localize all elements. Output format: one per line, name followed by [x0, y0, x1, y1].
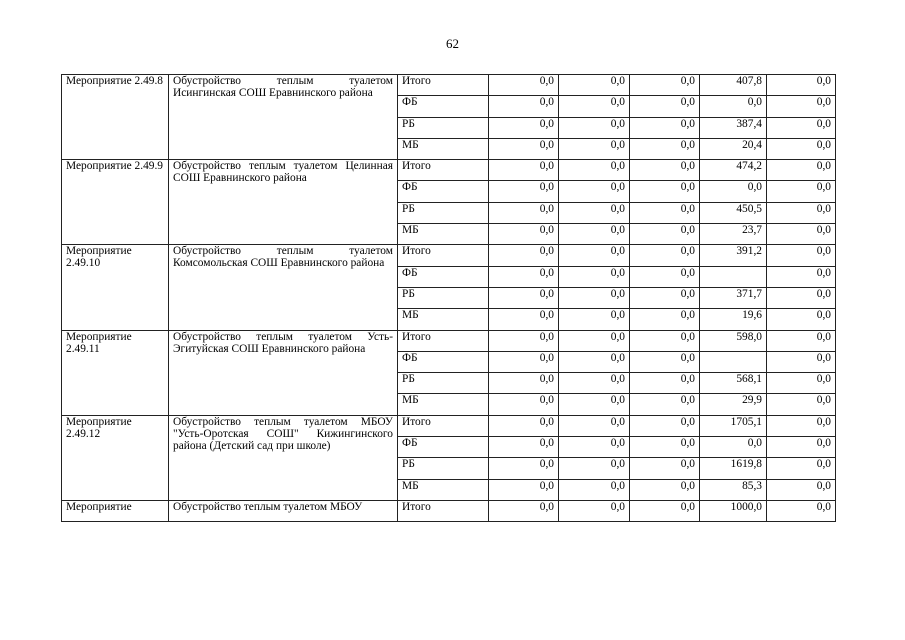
amount-cell: 0,0 — [630, 373, 700, 394]
amount-cell: 0,0 — [559, 287, 630, 308]
budget-table — [61, 74, 836, 522]
amount-cell: 0,0 — [630, 266, 700, 287]
measure-id: Мероприятие 2.49.9 — [62, 160, 169, 245]
amount-cell: 598,0 — [700, 330, 767, 351]
amount-cell: 0,0 — [630, 458, 700, 479]
amount-cell: 0,0 — [767, 351, 836, 372]
amount-cell: 0,0 — [700, 96, 767, 117]
amount-cell: 0,0 — [559, 500, 630, 521]
measure-description: Обустройство теплым туалетом МБОУ — [169, 500, 398, 521]
amount-cell: 0,0 — [489, 96, 559, 117]
measure-description: Обустройство теплым туалетом Усть-Эгитуйская СОШ Еравнинского района — [169, 330, 398, 415]
page-number: 62 — [446, 36, 459, 51]
funding-source: МБ — [398, 479, 489, 500]
funding-source: ФБ — [398, 181, 489, 202]
measure-id: Мероприятие 2.49.10 — [62, 245, 169, 330]
amount-cell: 0,0 — [489, 138, 559, 159]
funding-source: ФБ — [398, 351, 489, 372]
amount-cell: 0,0 — [630, 96, 700, 117]
amount-cell: 0,0 — [559, 75, 630, 96]
amount-cell: 0,0 — [559, 351, 630, 372]
amount-cell: 387,4 — [700, 117, 767, 138]
amount-cell: 0,0 — [489, 75, 559, 96]
amount-cell: 0,0 — [489, 500, 559, 521]
funding-source: ФБ — [398, 96, 489, 117]
amount-cell — [700, 351, 767, 372]
amount-cell: 0,0 — [630, 500, 700, 521]
amount-cell: 0,0 — [630, 437, 700, 458]
amount-cell: 0,0 — [489, 287, 559, 308]
funding-source: Итого — [398, 415, 489, 436]
measure-description: Обустройство теплым туалетом Комсомольская СОШ Еравнинского района — [169, 245, 398, 330]
table-row — [62, 75, 836, 96]
amount-cell: 0,0 — [630, 479, 700, 500]
amount-cell: 0,0 — [559, 309, 630, 330]
funding-source: Итого — [398, 245, 489, 266]
amount-cell: 0,0 — [767, 160, 836, 181]
funding-source: МБ — [398, 309, 489, 330]
amount-cell: 0,0 — [630, 309, 700, 330]
amount-cell: 0,0 — [767, 394, 836, 415]
amount-cell: 0,0 — [559, 117, 630, 138]
amount-cell: 0,0 — [489, 224, 559, 245]
amount-cell: 0,0 — [630, 351, 700, 372]
funding-source: ФБ — [398, 266, 489, 287]
amount-cell: 0,0 — [767, 458, 836, 479]
table-row — [62, 245, 836, 266]
amount-cell: 0,0 — [559, 138, 630, 159]
amount-cell: 0,0 — [559, 437, 630, 458]
amount-cell: 0,0 — [559, 224, 630, 245]
measure-id: Мероприятие — [62, 500, 169, 521]
amount-cell: 371,7 — [700, 287, 767, 308]
amount-cell: 0,0 — [630, 394, 700, 415]
amount-cell: 0,0 — [767, 479, 836, 500]
amount-cell: 0,0 — [489, 351, 559, 372]
amount-cell: 0,0 — [559, 330, 630, 351]
amount-cell: 0,0 — [767, 245, 836, 266]
funding-source: РБ — [398, 458, 489, 479]
amount-cell: 0,0 — [559, 160, 630, 181]
amount-cell: 0,0 — [559, 245, 630, 266]
amount-cell: 0,0 — [630, 138, 700, 159]
amount-cell: 0,0 — [630, 415, 700, 436]
funding-source: МБ — [398, 138, 489, 159]
measure-description: Обустройство теплым туалетом Целинная СОШ Еравнинского района — [169, 160, 398, 245]
amount-cell: 0,0 — [559, 458, 630, 479]
amount-cell: 0,0 — [489, 117, 559, 138]
amount-cell: 0,0 — [489, 202, 559, 223]
amount-cell — [700, 266, 767, 287]
amount-cell: 0,0 — [630, 117, 700, 138]
funding-source: Итого — [398, 75, 489, 96]
amount-cell: 85,3 — [700, 479, 767, 500]
amount-cell: 0,0 — [630, 202, 700, 223]
amount-cell: 0,0 — [559, 415, 630, 436]
table-body — [62, 75, 836, 522]
amount-cell: 0,0 — [559, 394, 630, 415]
amount-cell: 0,0 — [767, 500, 836, 521]
amount-cell: 0,0 — [489, 309, 559, 330]
measure-description: Обустройство теплым туалетом МБОУ "Усть-Оротская СОШ" Кижингинского района (Детский сад при школе) — [169, 415, 398, 500]
measure-id: Мероприятие 2.49.8 — [62, 75, 169, 160]
amount-cell: 0,0 — [767, 415, 836, 436]
amount-cell: 0,0 — [767, 224, 836, 245]
amount-cell: 0,0 — [559, 202, 630, 223]
amount-cell: 0,0 — [630, 330, 700, 351]
amount-cell: 0,0 — [489, 330, 559, 351]
amount-cell: 0,0 — [489, 266, 559, 287]
amount-cell: 0,0 — [767, 373, 836, 394]
amount-cell: 0,0 — [559, 181, 630, 202]
amount-cell: 0,0 — [630, 245, 700, 266]
funding-source: ФБ — [398, 437, 489, 458]
amount-cell: 0,0 — [767, 96, 836, 117]
amount-cell: 0,0 — [630, 287, 700, 308]
amount-cell: 0,0 — [767, 287, 836, 308]
amount-cell: 0,0 — [700, 437, 767, 458]
amount-cell: 568,1 — [700, 373, 767, 394]
amount-cell: 23,7 — [700, 224, 767, 245]
amount-cell: 0,0 — [630, 160, 700, 181]
amount-cell: 0,0 — [767, 181, 836, 202]
amount-cell: 0,0 — [767, 437, 836, 458]
amount-cell: 0,0 — [630, 75, 700, 96]
funding-source: РБ — [398, 202, 489, 223]
funding-source: МБ — [398, 394, 489, 415]
amount-cell: 0,0 — [559, 479, 630, 500]
funding-source: Итого — [398, 500, 489, 521]
amount-cell: 0,0 — [767, 266, 836, 287]
amount-cell: 0,0 — [559, 96, 630, 117]
amount-cell: 0,0 — [630, 181, 700, 202]
amount-cell: 19,6 — [700, 309, 767, 330]
amount-cell: 0,0 — [559, 266, 630, 287]
measure-id: Мероприятие 2.49.11 — [62, 330, 169, 415]
measure-id: Мероприятие 2.49.12 — [62, 415, 169, 500]
table-row — [62, 415, 836, 436]
amount-cell: 0,0 — [489, 437, 559, 458]
funding-source: РБ — [398, 373, 489, 394]
amount-cell: 0,0 — [767, 202, 836, 223]
amount-cell: 0,0 — [489, 160, 559, 181]
funding-source: РБ — [398, 287, 489, 308]
amount-cell: 0,0 — [767, 138, 836, 159]
funding-source: МБ — [398, 224, 489, 245]
amount-cell: 0,0 — [767, 75, 836, 96]
table-row — [62, 160, 836, 181]
amount-cell: 0,0 — [700, 181, 767, 202]
amount-cell: 0,0 — [489, 181, 559, 202]
table-row — [62, 500, 836, 521]
amount-cell: 0,0 — [489, 245, 559, 266]
funding-source: Итого — [398, 160, 489, 181]
funding-source: РБ — [398, 117, 489, 138]
amount-cell: 450,5 — [700, 202, 767, 223]
amount-cell: 0,0 — [489, 458, 559, 479]
funding-source: Итого — [398, 330, 489, 351]
amount-cell: 391,2 — [700, 245, 767, 266]
amount-cell: 20,4 — [700, 138, 767, 159]
amount-cell: 0,0 — [767, 117, 836, 138]
amount-cell: 0,0 — [630, 224, 700, 245]
amount-cell: 1000,0 — [700, 500, 767, 521]
amount-cell: 1619,8 — [700, 458, 767, 479]
amount-cell: 0,0 — [489, 415, 559, 436]
amount-cell: 0,0 — [489, 479, 559, 500]
amount-cell: 1705,1 — [700, 415, 767, 436]
amount-cell: 29,9 — [700, 394, 767, 415]
amount-cell: 474,2 — [700, 160, 767, 181]
amount-cell: 407,8 — [700, 75, 767, 96]
measure-description: Обустройство теплым туалетом Исингинская СОШ Еравнинского района — [169, 75, 398, 160]
amount-cell: 0,0 — [559, 373, 630, 394]
amount-cell: 0,0 — [767, 309, 836, 330]
amount-cell: 0,0 — [489, 394, 559, 415]
table-row — [62, 330, 836, 351]
amount-cell: 0,0 — [767, 330, 836, 351]
amount-cell: 0,0 — [489, 373, 559, 394]
